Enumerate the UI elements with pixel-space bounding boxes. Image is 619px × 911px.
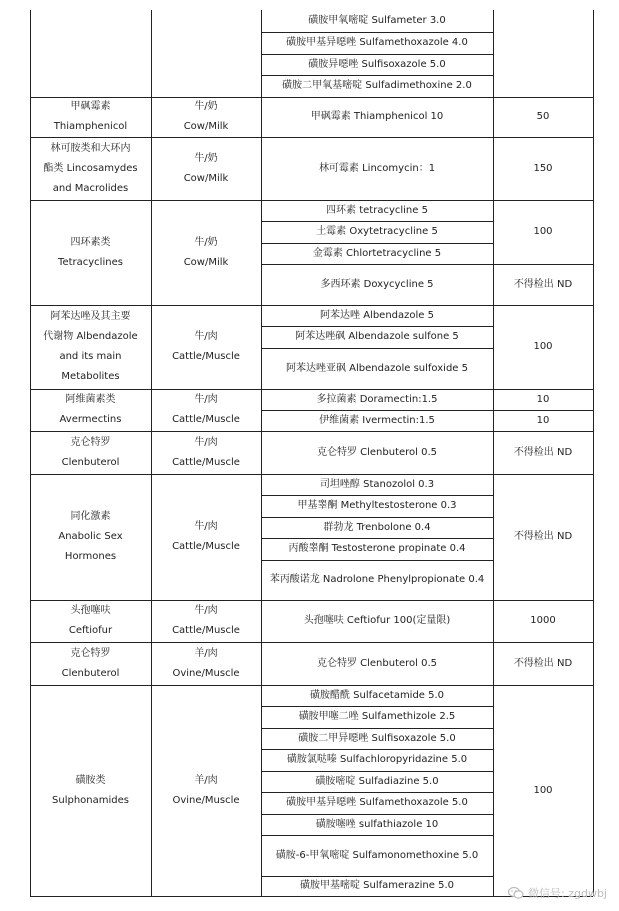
residue-cell: 金霉素 Chlortetracycline 5 (312, 247, 442, 259)
category-cell (30, 685, 151, 896)
category-cell-line: 酯类 Lincosamydes (43, 162, 138, 174)
residue-cell: 磺胺二甲氧基嘧啶 Sulfadimethoxine 2.0 (282, 80, 472, 91)
category-cell-line: 甲砜霉素 (70, 101, 111, 112)
category-cell (30, 642, 151, 685)
limit-cell: 1000 (530, 615, 556, 626)
species-cell-line: 牛/奶 (194, 101, 218, 112)
limit-cell: 100 (533, 226, 553, 237)
species-cell-line: Ovine/Muscle (172, 794, 240, 806)
residue-cell: 磺胺二甲异噁唑 Sulfisoxazole 5.0 (298, 732, 456, 744)
category-cell (30, 600, 151, 642)
species-cell (151, 431, 261, 474)
residue-cell: 土霉素 Oxytetracycline 5 (316, 226, 438, 237)
residue-cell: 克仑特罗 Clenbuterol 0.5 (316, 446, 438, 458)
species-cell (151, 97, 261, 137)
residue-cell: 克仑特罗 Clenbuterol 0.5 (316, 657, 438, 669)
category-cell (30, 97, 151, 137)
residue-cell: 阿苯达唑 Albendazole 5 (320, 309, 434, 321)
species-cell (151, 389, 261, 431)
residue-cell: 磺胺醋酰 Sulfacetamide 5.0 (309, 689, 445, 701)
category-cell-line: and its main (59, 351, 122, 362)
species-cell-line: 牛/肉 (194, 521, 218, 532)
residue-cell: 磺胺甲氧嘧啶 Sulfameter 3.0 (308, 15, 446, 26)
category-cell-line: Metabolites (61, 371, 120, 382)
table-column-rule (261, 10, 262, 896)
residue-cell: 阿苯达唑砜 Albendazole sulfone 5 (295, 331, 459, 342)
category-cell (30, 200, 151, 305)
species-cell-line: 羊/肉 (194, 774, 218, 786)
residue-cell: 磺胺噻唑 sulfathiazole 10 (315, 818, 439, 830)
residue-cell: 磺胺甲噻二唑 Sulfamethizole 2.5 (298, 711, 456, 722)
category-cell (30, 305, 151, 389)
species-cell (151, 642, 261, 685)
limit-cell: 10 (536, 414, 550, 426)
species-cell (151, 305, 261, 389)
species-cell (151, 137, 261, 200)
residue-cell: 丙酸睾酮 Testosterone propinate 0.4 (288, 543, 466, 554)
limit-cell: 150 (533, 162, 553, 174)
species-cell-line: 牛/奶 (194, 236, 218, 248)
residue-cell: 林可霉素 Lincomycin：1 (318, 162, 436, 174)
category-cell-line: Anabolic Sex (58, 531, 123, 542)
residue-cell: 苯丙酸诺龙 Nadrolone Phenylpropionate 0.4 (269, 574, 485, 585)
category-cell-line: 四环素类 (70, 236, 111, 248)
table-column-rule (493, 10, 494, 896)
category-cell-line: 代谢物 Albendazole (43, 331, 138, 342)
category-cell (30, 474, 151, 600)
residue-cell: 磺胺甲基异噁唑 Sulfamethoxazole 5.0 (286, 797, 468, 808)
species-cell (151, 200, 261, 305)
limit-cell: 50 (536, 111, 550, 122)
limit-cell: 不得检出 ND (513, 657, 573, 669)
category-cell-line: Sulphonamides (52, 794, 129, 806)
species-cell-line: 牛/肉 (194, 331, 218, 342)
category-cell-line: Avermectins (59, 414, 122, 425)
species-cell (151, 600, 261, 642)
category-cell-line: Clenbuterol (61, 667, 120, 679)
species-cell (151, 474, 261, 600)
species-cell-line: Cattle/Muscle (172, 456, 240, 468)
residue-cell: 群勃龙 Trenbolone 0.4 (323, 521, 431, 533)
limit-cell: 不得检出 ND (513, 278, 573, 290)
category-cell (30, 137, 151, 200)
residue-cell: 磺胺氯哒嗪 Sulfachloropyridazine 5.0 (286, 754, 468, 765)
category-cell-line: Clenbuterol (61, 456, 120, 468)
category-cell (30, 10, 151, 97)
category-cell-line: Tetracyclines (58, 256, 123, 268)
category-cell-line: Hormones (64, 551, 117, 562)
limit-cell: 不得检出 ND (513, 531, 573, 542)
residue-cell: 多西环素 Doxycycline 5 (320, 278, 434, 290)
category-cell-line: 克仑特罗 (70, 647, 111, 659)
watermark-text: 微信号: zgdwbj (528, 887, 607, 900)
species-cell-line: 羊/肉 (194, 647, 218, 659)
category-cell-line: 头孢噻呋 (70, 605, 111, 616)
category-cell (30, 389, 151, 431)
residue-cell: 伊维菌素 Ivermectin:1.5 (319, 414, 435, 426)
category-cell-line: 阿苯达唑及其主要 (50, 311, 131, 322)
species-cell-line: Cow/Milk (183, 121, 229, 132)
species-cell-line: Cow/Milk (183, 256, 229, 268)
category-cell (30, 431, 151, 474)
residue-cell: 磺胺甲基异噁唑 Sulfamethoxazole 4.0 (286, 37, 468, 48)
species-cell-line: Cow/Milk (183, 172, 229, 184)
species-cell (151, 10, 261, 97)
residue-cell: 甲砜霉素 Thiamphenicol 10 (310, 111, 444, 122)
category-cell-line: and Macrolides (52, 182, 129, 194)
residue-cell: 甲基睾酮 Methyltestosterone 0.3 (297, 500, 457, 511)
residue-cell: 磺胺-6-甲氧嘧啶 Sulfamonomethoxine 5.0 (275, 849, 479, 861)
wechat-icon (508, 886, 524, 900)
category-cell-line: 同化激素 (70, 511, 111, 522)
residue-cell: 磺胺甲基嘧啶 Sulfamerazine 5.0 (299, 880, 455, 891)
species-cell-line: 牛/肉 (194, 436, 218, 448)
category-cell-line: 林可胺类和大环内 (50, 142, 131, 154)
limit-cell: 不得检出 ND (513, 446, 573, 458)
limit-cell: 10 (536, 393, 550, 405)
residue-cell: 司坦唑醇 Stanozolol 0.3 (319, 478, 435, 490)
table-column-rule (593, 10, 594, 896)
residue-cell: 磺胺嘧啶 Sulfadiazine 5.0 (315, 775, 439, 787)
limit-cell: 100 (533, 784, 553, 796)
species-cell-line: Cattle/Muscle (172, 414, 240, 425)
category-cell-line: Thiamphenicol (53, 121, 128, 132)
species-cell-line: Cattle/Muscle (172, 541, 240, 552)
category-cell-line: Ceftiofur (68, 625, 113, 636)
residue-cell: 多拉菌素 Doramectin:1.5 (316, 393, 438, 405)
species-cell (151, 685, 261, 896)
species-cell-line: 牛/肉 (194, 605, 218, 616)
species-cell-line: Cattle/Muscle (172, 351, 240, 362)
species-cell-line: Ovine/Muscle (172, 667, 240, 679)
species-cell-line: Cattle/Muscle (172, 625, 240, 636)
category-cell-line: 阿维菌素类 (65, 394, 116, 405)
residue-cell: 头孢噻呋 Ceftiofur 100(定量限) (303, 615, 451, 626)
category-cell-line: 克仑特罗 (70, 436, 111, 448)
residue-cell: 阿苯达唑亚砜 Albendazole sulfoxide 5 (286, 362, 468, 374)
species-cell-line: 牛/肉 (194, 394, 218, 405)
limit-cell (507, 10, 579, 97)
residue-cell: 四环素 tetracycline 5 (326, 204, 428, 216)
residue-cell: 磺胺异噁唑 Sulfisoxazole 5.0 (308, 58, 446, 70)
category-cell-line: 磺胺类 (75, 774, 106, 786)
limit-cell: 100 (533, 341, 553, 352)
species-cell-line: 牛/奶 (194, 152, 218, 164)
watermark (508, 885, 607, 901)
